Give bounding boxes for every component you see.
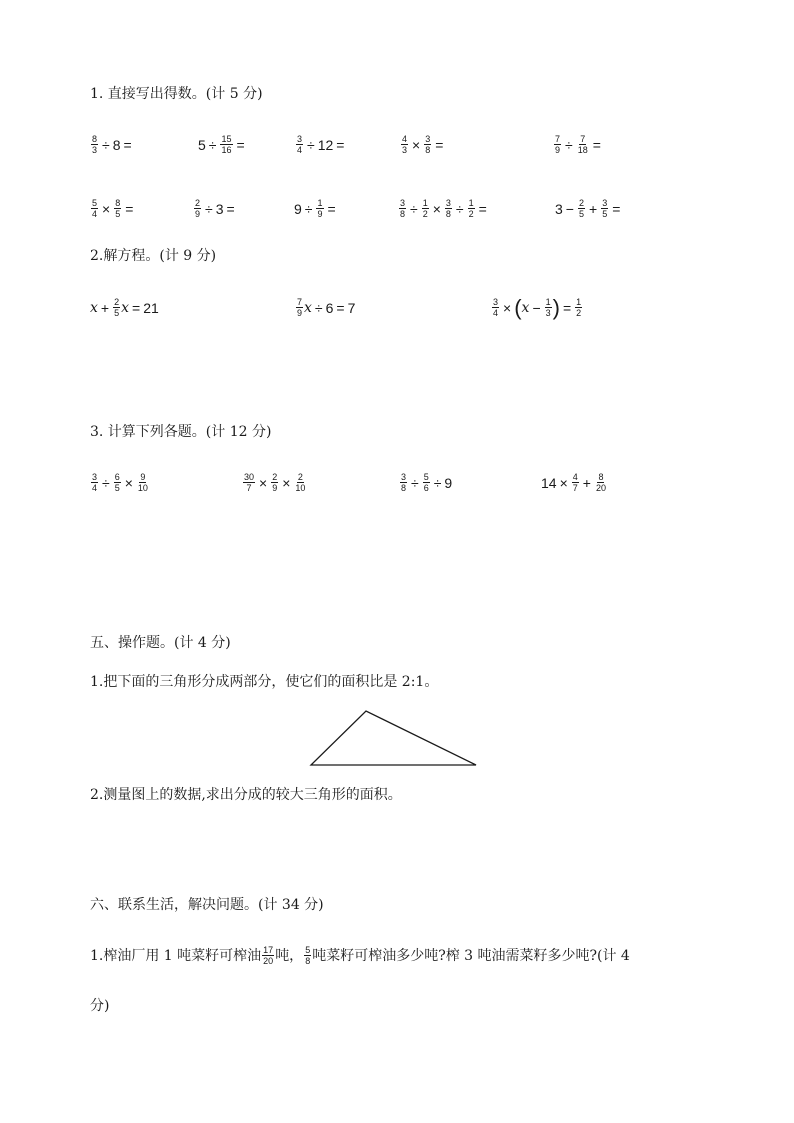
s1-r2-expr3: 9 ÷ $\frac{1}{9}$ =	[294, 198, 336, 219]
section6-q1	[90, 945, 630, 966]
section5-title: 五、操作题。(计 4 分)	[90, 635, 231, 651]
s1-r2-expr4: $\frac{3}{8}$ ÷ $\frac{1}{2}$ × $\frac{3}{8}$ ÷ $\frac{1}{2}$ =	[400, 198, 487, 219]
s3-expr4: 14 × $\frac{4}{7}$ + $\frac{8}{20}$	[541, 472, 606, 493]
s1-r1-expr3: $\frac{3}{4}$ ÷ 12 =	[297, 134, 345, 155]
s6-q1-frac1: 17 20	[263, 945, 274, 966]
s1-r1-expr4: $\frac{4}{3}$ × $\frac{3}{8}$ =	[402, 134, 444, 155]
section6-q1-cont: 分)	[90, 998, 110, 1014]
s1-r2-expr1: $\frac{5}{4}$ × $\frac{8}{5}$ =	[92, 198, 134, 219]
s6-q1-text-a: 1.榨油厂用 1 吨菜籽可榨油	[90, 947, 262, 964]
s1-r2-expr5: 3 − $\frac{2}{5}$ + $\frac{3}{5}$ =	[555, 198, 621, 219]
s2-eq1: x + $\frac{2}{5}$ x = 21	[90, 297, 159, 318]
s3-expr3: $\frac{3}{8}$ ÷ $\frac{5}{6}$ ÷ 9	[401, 472, 453, 493]
section3-title: 3. 计算下列各题。(计 12 分)	[90, 424, 272, 440]
section1-title: 1. 直接写出得数。(计 5 分)	[90, 86, 263, 102]
triangle-figure	[305, 705, 485, 771]
s2-eq2: 7 9 x ÷ 6 = 7	[297, 297, 356, 318]
s6-q1-text-b: 吨，	[275, 947, 304, 964]
section6-title: 六、联系生活，解决问题。(计 34 分)	[90, 897, 324, 913]
s2-eq3: $\frac{3}{4}$ × ( x − $\frac{1}{3}$ ) = $\frac{1}{2}$	[493, 294, 582, 320]
s3-expr1: $\frac{3}{4}$ ÷ $\frac{6}{5}$ × $\frac{9}{10}$	[92, 472, 148, 493]
s1-r2-expr2: $\frac{2}{9}$ ÷ 3 =	[195, 198, 235, 219]
s1-r1-expr5: $\frac{7}{9}$ ÷ $\frac{7}{18}$ =	[555, 134, 601, 155]
s6-q1-text-c: 吨菜籽可榨油多少吨?榨 3 吨油需菜籽多少吨?(计 4	[312, 947, 630, 964]
section5-q1: 1.把下面的三角形分成两部分，使它们的面积比是 2:1。	[90, 674, 439, 690]
section2-title: 2.解方程。(计 9 分)	[90, 248, 217, 264]
section5-q2: 2.测量图上的数据,求出分成的较大三角形的面积。	[90, 787, 402, 803]
s1-r1-expr2: 5 ÷ $\frac{15}{16}$ =	[198, 134, 245, 155]
s3-expr2: $\frac{30}{7}$ × $\frac{2}{9}$ × $\frac{2}{10}$	[244, 472, 306, 493]
s6-q1-frac2: 5 8	[305, 945, 311, 966]
s1-r1-expr1: $\frac{8}{3}$ ÷ 8 =	[92, 134, 132, 155]
